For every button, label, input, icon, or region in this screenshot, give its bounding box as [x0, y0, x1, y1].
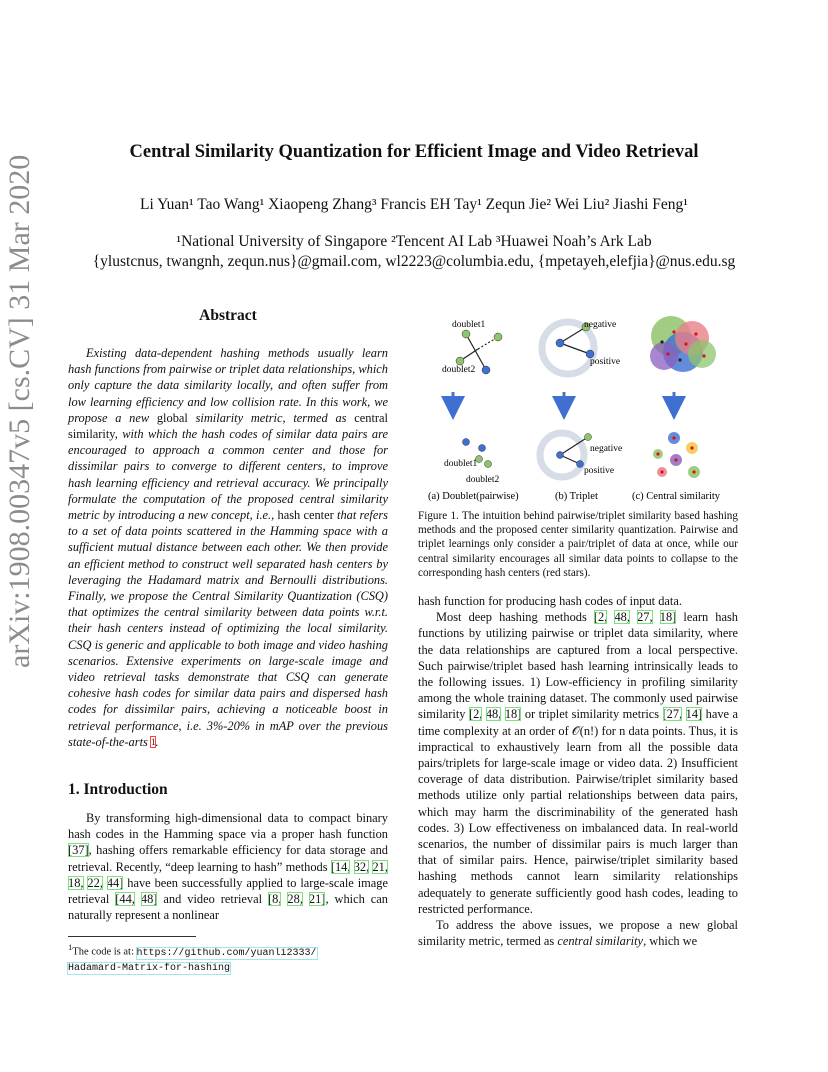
green-point: [494, 333, 502, 341]
label-doublet1: doublet1: [452, 320, 486, 330]
abstract-term-hashcenter: hash center: [277, 508, 334, 523]
citation-link[interactable]: [14,: [330, 859, 351, 874]
intro-body: [68, 810, 388, 923]
author-list: Li Yuan¹ Tao Wang¹ Xiaopeng Zhang³ Francis EH Tay¹ Zequn Jie² Wei Liu² Jiashi Feng¹: [140, 196, 688, 213]
affiliations: ¹National University of Singapore ²Tencent AI Lab ³Huawei Noah’s Ark Lab: [176, 233, 652, 250]
citation-link[interactable]: [37]: [68, 843, 89, 858]
abstract-heading: Abstract: [199, 307, 257, 324]
star-marker: [666, 352, 669, 355]
intro-text: , which can naturally represent a nonlinear: [68, 892, 388, 923]
citation-link[interactable]: 27,: [637, 610, 653, 625]
abstract-text: with which the hash codes of similar data pairs are encouraged to approach a common center and those for dissimilar pairs to converge to different centers, to improve hash learning efficiency and retrieval accuracy. We principally formulate the computation of the proposed central similarity metric by introducing a new concept, i.e.,: [68, 427, 388, 523]
data-point: [678, 358, 681, 361]
label-positive: positive: [590, 357, 621, 367]
emphasis-text: central similarity: [557, 934, 644, 949]
triplet-line: [560, 327, 586, 343]
abstract-term-central: central similarity,: [68, 410, 388, 442]
star-marker: [672, 330, 675, 333]
cluster-blob: [650, 342, 678, 370]
abstract-text: .: [155, 734, 159, 749]
author-emails: {ylustcnus, twangnh, zequn.nus}@gmail.com, wl2223@columbia.edu, {mpetayeh,elefjia}@nus.edu.sg: [92, 253, 736, 270]
citation-link[interactable]: 18,: [68, 875, 84, 890]
citation-link[interactable]: 28,: [287, 892, 303, 907]
intro-text: , hashing offers remarkable efficiency for data storage and retrieval. Recently, “deep learning to hash” methods: [68, 843, 388, 874]
citation-link[interactable]: 21,: [372, 859, 388, 874]
panel-c-top: [650, 316, 716, 372]
intro-text: By transforming high-dimensional data to compact binary hash codes in the Hamming space via a proper hash function: [68, 811, 388, 842]
body-text: , which we: [643, 934, 698, 949]
green-point: [456, 357, 464, 365]
triplet-line: [560, 343, 590, 354]
panel-a-top: [442, 320, 502, 375]
green-point: [585, 434, 592, 441]
star-marker: [684, 342, 687, 345]
citation-link[interactable]: 48]: [140, 892, 158, 907]
label-negative: negative: [584, 320, 617, 330]
green-point: [485, 461, 492, 468]
arxiv-stamp: arXiv:1908.00347v5 [cs.CV] 31 Mar 2020: [3, 154, 36, 668]
abstract-text: similarity metric, termed as: [195, 410, 347, 425]
figure-1: [418, 312, 740, 508]
footnote-text: The code is at:: [72, 946, 134, 958]
footnote-mark: 1: [68, 942, 73, 952]
body-text: Most deep hashing methods: [436, 610, 594, 625]
body-text: have a time complexity at an order of 𝒪(n!) for n data points. Thus, it is impractical to exhaustively learn from all the possible data pairs/triplets for large-scale image or video data. 2) Insufficient coverage of data distribution. Pairwise/triplet similarity based methods utilize only partial relationships between data pairs, which may harm the discriminability of the generated hash codes. 3) Low effectiveness on imbalanced data. In real-world scenarios, the number of dissimilar pairs is much larger than that of similar pairs. Hence, pairwise/triplet similarity based hashing methods cannot learn similarity relationships adequately to generate sufficiently good hash codes, leading to restricted performance.: [418, 707, 738, 916]
citation-link[interactable]: [2,: [468, 707, 483, 722]
blue-point: [463, 439, 470, 446]
figure-caption: Figure 1. The intuition behind pairwise/triplet similarity based hashing methods and the proposed center similarity quantization. Pairwise and triplet learnings only consider a pair/triplet of data at once, while our central similarity encourages all similar data points to collapse to the corresponding hash centers (red stars).: [418, 510, 738, 579]
panel-a-bottom: [444, 439, 499, 486]
citation-link[interactable]: [44,: [115, 892, 135, 907]
subcaption-c: (c) Central similarity: [632, 491, 721, 502]
paper-title: Central Similarity Quantization for Efficient Image and Video Retrieval: [129, 142, 699, 162]
abstract-text: that refers to a set of data points scattered in the Hamming space with a sufficient mutual distance between each other. We then provide an efficient method to construct well separated hash centers by leveraging the Hadamard matrix and Bernoulli distributions. Finally, we propose the Central Similarity Quantization (CSQ) that optimizes the central similarity between data points w.r.t. their hash centers instead of optimizing the local similarity. CSQ is generic and applicable to both image and video hashing scenarios. Extensive experiments on large-scale image and video retrieval tasks demonstrate that CSQ can generate cohesive hash codes for similar data pairs and dispersed hash codes for dissimilar pairs, achieving a noticeable boost in retrieval performance, i.e. 3%-20% in mAP over the previous state-of-the-arts: [68, 508, 388, 749]
body-text: or triplet similarity metrics: [521, 707, 663, 722]
paragraph: hash function for producing hash codes of input data.: [418, 594, 682, 608]
body-text: To address the above issues, we propose a new global similarity metric, termed as: [418, 918, 738, 949]
citation-link[interactable]: 22,: [87, 875, 103, 890]
citation-link[interactable]: [2,: [593, 610, 608, 625]
subcaption-b: (b) Triplet: [555, 491, 598, 502]
star-marker: [702, 354, 705, 357]
anchor-point: [556, 339, 564, 347]
citation-link[interactable]: 18]: [659, 610, 677, 625]
citation-link[interactable]: 32,: [353, 859, 370, 874]
label-doublet1: doublet1: [444, 459, 478, 469]
paragraph: [418, 609, 738, 917]
data-point: [660, 340, 663, 343]
blue-point: [482, 366, 490, 374]
hash-center-star: [674, 458, 677, 461]
hash-center-star: [672, 436, 675, 439]
panel-c-bottom: [653, 432, 700, 478]
label-doublet2: doublet2: [442, 365, 476, 375]
citation-link[interactable]: 48,: [614, 610, 630, 625]
star-marker: [694, 332, 697, 335]
blue-point: [577, 461, 584, 468]
label-positive: positive: [584, 466, 615, 476]
citation-link[interactable]: 44]: [106, 875, 124, 890]
code-url-link-cont[interactable]: Hadamard-Matrix-for-hashing: [68, 962, 231, 974]
citation-link[interactable]: 14]: [685, 707, 703, 722]
footnote: [68, 940, 398, 976]
hash-center-star: [660, 470, 663, 473]
subcaption-a: (a) Doublet(pairwise): [428, 491, 519, 502]
abstract-term-global: global: [156, 410, 188, 425]
panel-b-top: [542, 320, 620, 374]
citation-link[interactable]: [8,: [268, 892, 282, 907]
right-column-body: [418, 593, 738, 949]
body-text: learn hash functions by utilizing pairwise or triplet data similarity, where the data relationships are captured from a local perspective. Such pairwise/triplet based hash learning intrinsically leads to the following issues. 1) Low-efficiency in profiling similarity among the whole training dataset. The commonly used pairwise similarity: [418, 610, 739, 722]
citation-link[interactable]: [27,: [662, 707, 683, 722]
hash-center-star: [692, 470, 695, 473]
intro-text: and video retrieval: [157, 892, 269, 907]
intro-text: have been successfully applied to large-scale image retrieval: [68, 875, 388, 907]
citation-link[interactable]: 48,: [485, 707, 502, 722]
citation-link[interactable]: 18]: [504, 707, 522, 722]
abstract-body: [68, 345, 388, 750]
panel-b-bottom: [540, 433, 622, 477]
citation-link[interactable]: 21]: [308, 892, 326, 907]
intro-heading: 1. Introduction: [68, 781, 168, 798]
green-point: [462, 330, 470, 338]
code-url-link[interactable]: https://github.com/yuanli2333/: [136, 947, 317, 959]
footnote-rule: [68, 936, 196, 937]
footnote-link[interactable]: 1: [150, 736, 156, 747]
anchor-point: [557, 452, 564, 459]
abstract-text: Existing data-dependent hashing methods usually learn hash functions from pairwise or triplet data relationships, which only capture the data similarity locally, and often suffer from low learning efficiency and low collision rate. In this work, we propose a new: [68, 346, 388, 425]
cluster-blob: [688, 340, 716, 368]
label-negative: negative: [590, 444, 623, 454]
hash-center-star: [690, 446, 693, 449]
paragraph: [418, 917, 738, 949]
blue-point: [479, 445, 486, 452]
hash-center-star: [656, 452, 659, 455]
label-doublet2: doublet2: [466, 475, 500, 485]
